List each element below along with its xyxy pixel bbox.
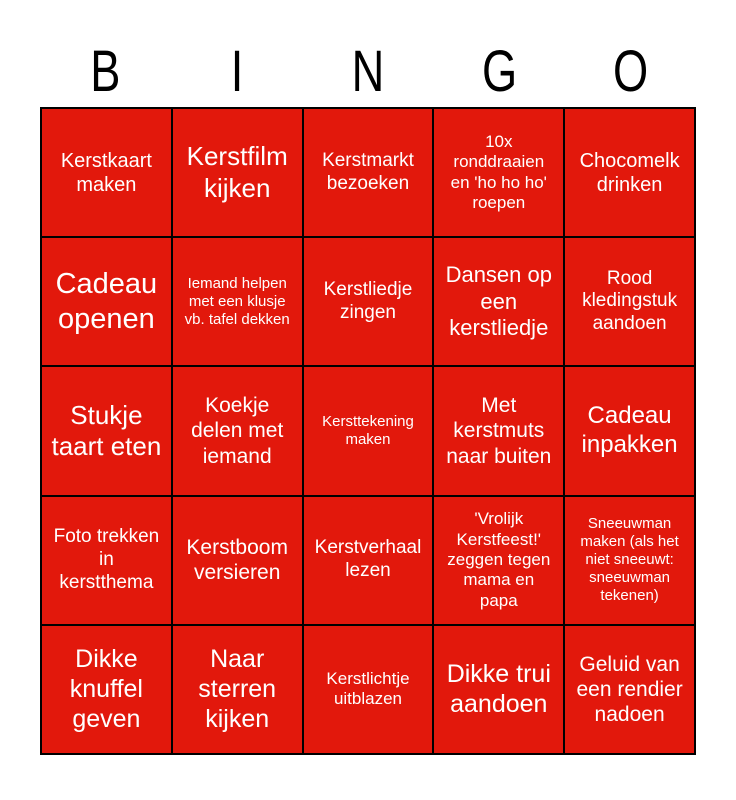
bingo-letter-i: I [230,39,244,104]
bingo-cell-r2c5[interactable]: Rood kledingstuk aandoen [565,238,694,365]
bingo-cell-r4c3[interactable]: Kerstverhaal lezen [304,497,433,624]
bingo-cell-r5c2[interactable]: Naar sterren kijken [173,626,302,753]
bingo-cell-r5c5[interactable]: Geluid van een rendier nadoen [565,626,694,753]
bingo-cell-r1c5[interactable]: Chocomelk drinken [565,109,694,236]
bingo-cell-r4c2[interactable]: Kerstboom versieren [173,497,302,624]
bingo-cell-r3c4[interactable]: Met kerstmuts naar buiten [434,367,563,494]
bingo-cell-r1c1[interactable]: Kerstkaart maken [42,109,171,236]
bingo-cell-r5c1[interactable]: Dikke knuffel geven [42,626,171,753]
bingo-cell-r2c2[interactable]: Iemand helpen met een klusje vb. tafel dekken [173,238,302,365]
bingo-card-grid [40,107,696,755]
bingo-cell-r1c2[interactable]: Kerstfilm kijken [173,109,302,236]
bingo-letter-g: G [481,39,517,104]
bingo-cell-r4c1[interactable]: Foto trekken in kerstthema [42,497,171,624]
bingo-cell-r4c4[interactable]: 'Vrolijk Kerstfeest!' zeggen tegen mama en papa [434,497,563,624]
bingo-cell-r2c3[interactable]: Kerstliedje zingen [304,238,433,365]
bingo-cell-r3c5[interactable]: Cadeau inpakken [565,367,694,494]
bingo-cell-r5c3[interactable]: Kerstlichtje uitblazen [304,626,433,753]
bingo-letter-o: O [612,39,648,104]
bingo-letter-b: B [90,39,121,104]
bingo-cell-r2c1[interactable]: Cadeau openen [42,238,171,365]
bingo-cell-r4c5[interactable]: Sneeuwman maken (als het niet sneeuwt: sneeuwman tekenen) [565,497,694,624]
bingo-cell-r3c2[interactable]: Koekje delen met iemand [173,367,302,494]
bingo-cell-r1c4[interactable]: 10x ronddraaien en 'ho ho ho' roepen [434,109,563,236]
bingo-cell-r3c3[interactable]: Kersttekening maken [304,367,433,494]
bingo-cell-r3c1[interactable]: Stukje taart eten [42,367,171,494]
bingo-cell-r5c4[interactable]: Dikke trui aandoen [434,626,563,753]
bingo-letter-n: N [351,39,385,104]
bingo-title [40,0,696,107]
bingo-cell-r2c4[interactable]: Dansen op een kerstliedje [434,238,563,365]
bingo-cell-r1c3[interactable]: Kerstmarkt bezoeken [304,109,433,236]
